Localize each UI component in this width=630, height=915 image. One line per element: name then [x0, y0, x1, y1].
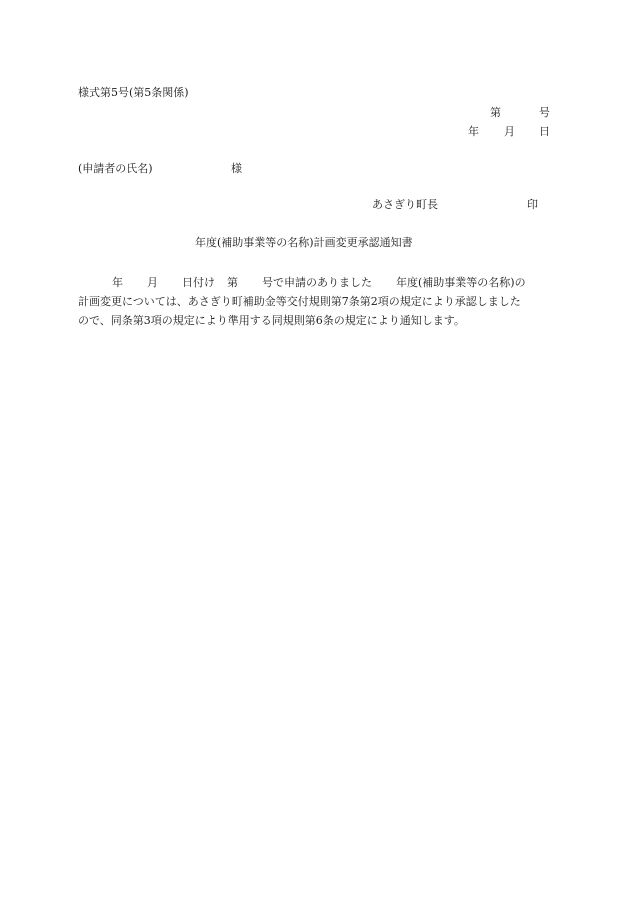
- body-dated: 日付け: [182, 276, 215, 289]
- body-rest: 号で申請のありました: [262, 276, 372, 289]
- body-line-3: ので、同条第3項の規定により準用する同規則第6条の規定により通知します。: [78, 314, 465, 327]
- form-label: 様式第5号(第5条関係): [78, 86, 189, 99]
- body-fiscal: 年度(補助事業等の名称)の: [396, 276, 526, 289]
- addressee-honorific: 様: [231, 162, 242, 175]
- date-year: 年: [468, 125, 479, 138]
- number-go: 号: [539, 106, 550, 119]
- addressee-label: (申請者の氏名): [78, 162, 153, 175]
- date-month: 月: [504, 125, 515, 138]
- body-month: 月: [147, 276, 158, 289]
- body-year: 年: [112, 276, 123, 289]
- issuer-seal: 印: [527, 198, 538, 211]
- body-dai: 第: [227, 276, 238, 289]
- number-dai: 第: [490, 106, 501, 119]
- date-day: 日: [539, 125, 550, 138]
- body-line-1: [78, 273, 552, 292]
- document-title: 年度(補助事業等の名称)計画変更承認通知書: [195, 236, 413, 249]
- body-line-2: 計画変更については、あさぎり町補助金等交付規則第7条第2項の規定により承認しました: [78, 295, 521, 308]
- body-paragraph: [78, 273, 552, 330]
- issuer-name: あさぎり町長: [372, 198, 438, 211]
